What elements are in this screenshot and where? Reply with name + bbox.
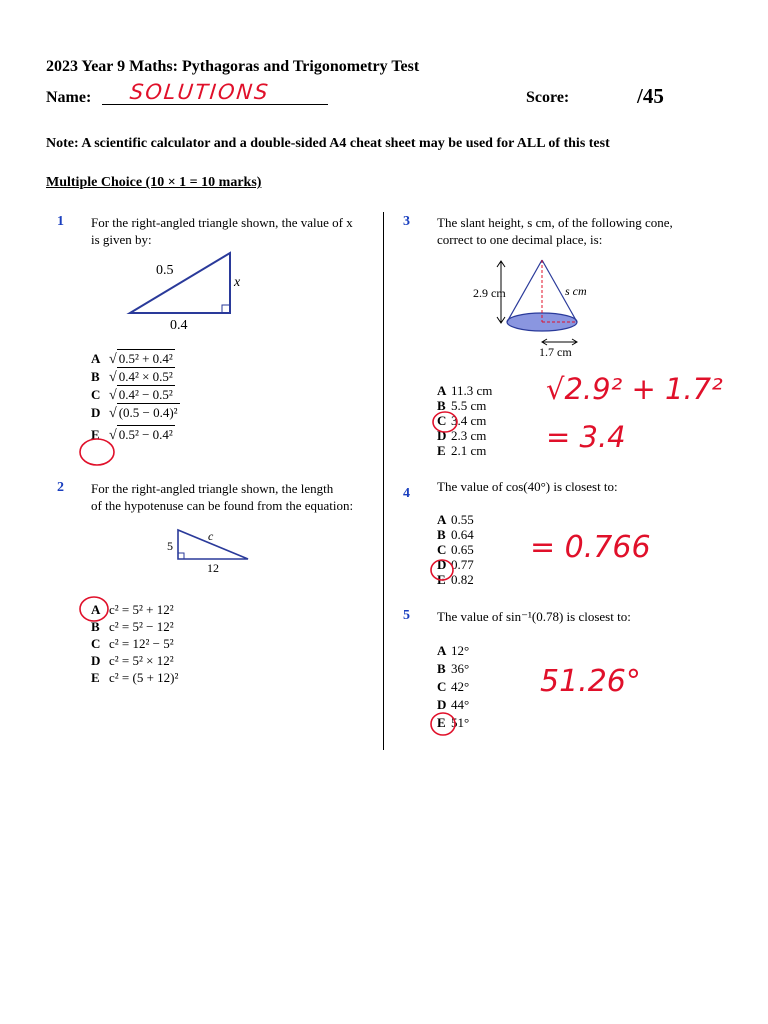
question-2-text-line1: For the right-angled triangle shown, the length (91, 481, 334, 496)
q4-option-b[interactable]: B 0.64 (437, 527, 474, 542)
q1-option-c[interactable]: C √ 0.4² − 0.5² (91, 387, 173, 403)
q5-option-c[interactable]: C 42° (437, 679, 470, 694)
q5-answer-circle (428, 710, 460, 738)
question-4-text: The value of cos(40°) is closest to: (437, 479, 618, 494)
q1-base-label: 0.4 (170, 318, 188, 333)
score-label: Score: (526, 89, 570, 106)
question-1-number: 1 (57, 214, 64, 229)
q1-hyp-label: 0.5 (156, 263, 174, 278)
q4-option-d[interactable]: D 0.77 (437, 557, 474, 572)
score-total: /45 (637, 84, 664, 108)
q5-option-e[interactable]: E 51° (437, 715, 470, 730)
page-title: 2023 Year 9 Maths: Pythagoras and Trigonometry Test (46, 58, 420, 75)
question-2-text-line2: of the hypotenuse can be found from the equation: (91, 498, 354, 513)
q5-option-d[interactable]: D 44° (437, 697, 470, 712)
question-1-text (91, 214, 353, 248)
question-1-text-line1: For the right-angled triangle shown, the value of x (91, 215, 353, 230)
question-2-number: 2 (57, 480, 64, 495)
question-3-cone-figure (468, 255, 608, 363)
q3-handwritten-working: √2.9² + 1.7² (546, 372, 723, 406)
q2-option-e[interactable]: E c² = (5 + 12)² (91, 670, 179, 685)
q4-option-e[interactable]: E 0.82 (437, 572, 474, 587)
q4-answer-circle (428, 557, 458, 583)
column-divider (383, 212, 384, 750)
q5-handwritten-answer: 51.26° (540, 664, 641, 699)
question-3-text (437, 214, 673, 248)
q3-radius-label: 1.7 cm (539, 345, 572, 359)
question-3-number: 3 (403, 214, 410, 229)
q1-option-d[interactable]: D √ (0.5 − 0.4)² (91, 405, 178, 421)
q3-option-e[interactable]: E 2.1 cm (437, 443, 487, 458)
q1-option-e[interactable]: E √ 0.5² − 0.4² (91, 427, 173, 443)
q2-base-label: 12 (207, 561, 219, 575)
question-5-number: 5 (403, 608, 410, 623)
q1-side-label: x (234, 275, 241, 290)
question-2-text (91, 480, 353, 514)
name-label: Name: (46, 89, 92, 106)
q3-answer-circle (430, 409, 462, 435)
q2-answer-circle (77, 594, 113, 624)
section-heading: Multiple Choice (10 × 1 = 10 marks) (46, 175, 262, 190)
q2-hyp-label: c (208, 529, 214, 543)
q5-option-a[interactable]: A 12° (437, 643, 470, 658)
question-3-text-line2: correct to one decimal place, is: (437, 232, 603, 247)
q3-option-b[interactable]: B 5.5 cm (437, 398, 487, 413)
q3-option-d[interactable]: D 2.3 cm (437, 428, 487, 443)
q1-option-a[interactable]: A √ 0.5² + 0.4² (91, 351, 173, 367)
q4-option-a[interactable]: A 0.55 (437, 512, 474, 527)
q2-option-c[interactable]: C c² = 12² − 5² (91, 636, 174, 651)
question-1-triangle-figure (120, 245, 260, 335)
q3-height-label: 2.9 cm (473, 286, 506, 300)
q3-option-a[interactable]: A 11.3 cm (437, 383, 493, 398)
name-handwritten-value: SOLUTIONS (128, 80, 271, 104)
q1-answer-circle (76, 436, 118, 468)
q2-option-b[interactable]: B c² = 5² − 12² (91, 619, 174, 634)
calculator-note: Note: A scientific calculator and a double-sided A4 cheat sheet may be used for ALL of this test (46, 136, 610, 151)
q3-handwritten-answer: = 3.4 (546, 420, 626, 454)
q1-option-b[interactable]: B √ 0.4² × 0.5² (91, 369, 173, 385)
question-5-text: The value of sin⁻¹(0.78) is closest to: (437, 609, 631, 624)
q2-side-label: 5 (167, 539, 173, 553)
name-line (102, 104, 328, 105)
q2-option-d[interactable]: D c² = 5² × 12² (91, 653, 174, 668)
question-3-text-line1: The slant height, s cm, of the following cone, (437, 215, 673, 230)
question-1-text-line2: is given by: (91, 232, 152, 247)
q4-handwritten-answer: = 0.766 (530, 530, 651, 565)
question-1-options (91, 349, 180, 443)
q3-slant-label: s cm (565, 284, 587, 298)
q2-option-a[interactable]: A c² = 5² + 12² (91, 602, 174, 617)
question-4-number: 4 (403, 486, 410, 501)
question-2-triangle-figure (160, 522, 260, 578)
q5-option-b[interactable]: B 36° (437, 661, 470, 676)
q4-option-c[interactable]: C 0.65 (437, 542, 474, 557)
q3-option-c[interactable]: C 3.4 cm (437, 413, 487, 428)
